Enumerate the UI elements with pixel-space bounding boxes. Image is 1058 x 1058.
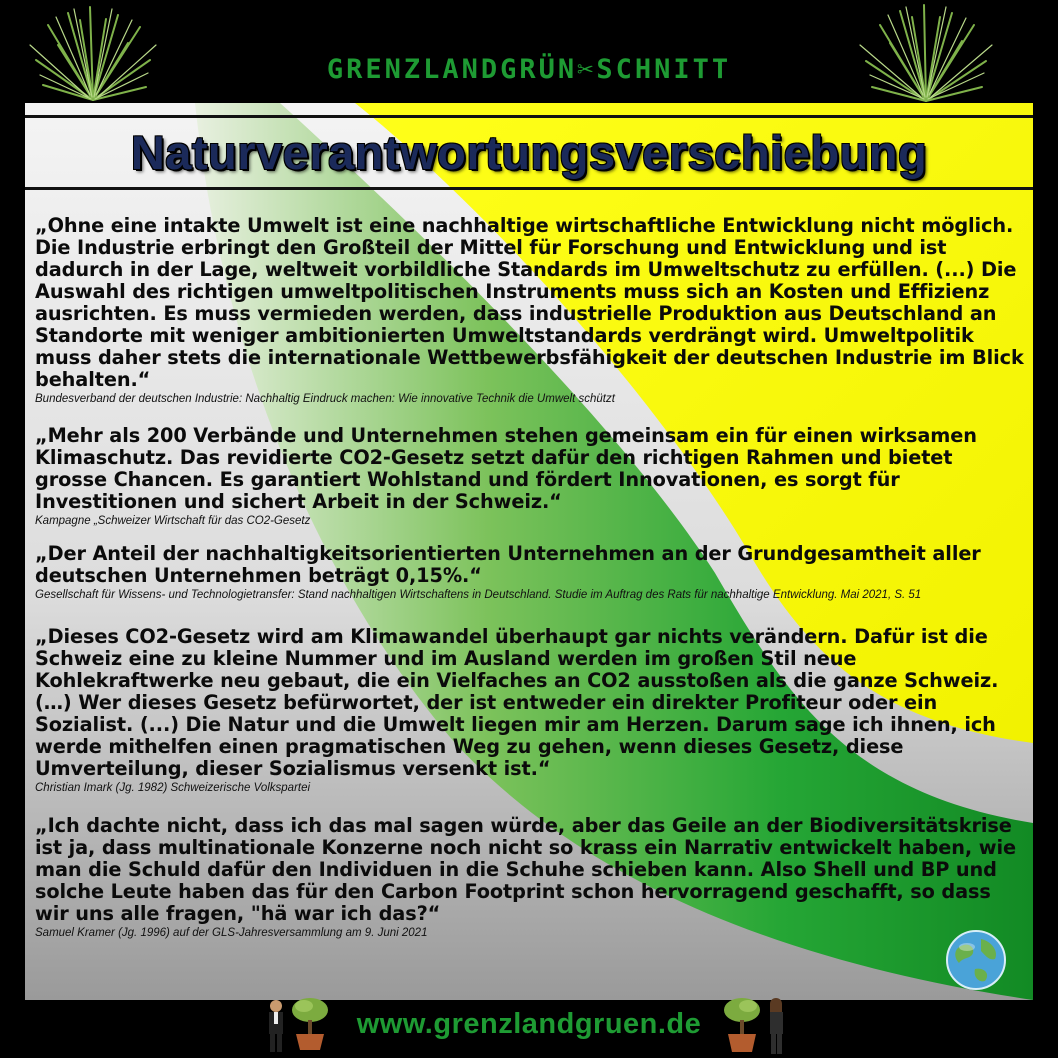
quote-text: „Ich dachte nicht, dass ich das mal sagen würde, aber das Geile an der Biodiversitätskrise ist ja, dass multinationale Konzerne noch nicht so krass ein Narrativ entwickelt haben, wie man die Schuld dafür den Individuen in die Schuhe schieben kann. Also Shell und BP und solche Leute haben das für den Carbon Footprint schon hervorragend geschafft, so dass wir uns alle fragen, "hä war ich das?“ — [35, 814, 1016, 925]
quote-source: Kampagne „Schweizer Wirtschaft für das CO2-Gesetz — [35, 515, 311, 527]
quote-text: „Mehr als 200 Verbände und Unternehmen stehen gemeinsam ein für einen wirksamen Klimaschutz. Das revidierte CO2-Gesetz setzt dafür den richtigen Rahmen und bietet grosse Chancen. Es garantiert Wohlstand und fördert Innovationen, es sorgt für Investitionen und sichert Arbeit in der Schweiz.“ — [35, 424, 977, 513]
page-title: Naturverantwortungsverschiebung — [130, 126, 928, 179]
quote-source: Bundesverband der deutschen Industrie: Nachhaltig Eindruck machen: Wie innovative Technik die Umwelt schützt — [35, 393, 615, 405]
website-link[interactable]: www.grenzlandgruen.de — [356, 1008, 702, 1040]
quote-block-1 — [35, 215, 1025, 405]
quote-block-4 — [35, 626, 1025, 794]
quote-source: Christian Imark (Jg. 1982) Schweizerische Volkspartei — [35, 782, 311, 794]
content-panel — [25, 103, 1033, 1000]
quote-block-5 — [35, 815, 1025, 939]
quote-text: „Ohne eine intakte Umwelt ist eine nachhaltige wirtschaftliche Entwicklung nicht möglich. Die Industrie erbringt den Großteil der Mittel für Forschung und Entwicklung und ist dadurch in der Lage, weltweit vorbildliche Standards im Umweltschutz zu erfüllen. (...) Die Auswahl des richtigen umweltpolitischen Instruments muss sich an Kosten und Effizienz ausrichten. Es muss vermieden werden, dass industrielle Produktion aus Deutschland an Standorte mit weniger ambitionierten Umweltstandards verdrängt wird. Umweltpolitik muss daher stets die internationale Wettbewerbsfähigkeit der deutschen Industrie im Blick behalten.“ — [35, 214, 1024, 391]
quote-block-2 — [35, 425, 1025, 527]
brand-heading: GRENZLANDGRÜN✂SCHNITT — [326, 54, 732, 85]
globe-icon — [945, 929, 1007, 991]
quote-source: Samuel Kramer (Jg. 1996) auf der GLS-Jahresversammlung am 9. Juni 2021 — [35, 927, 428, 939]
quote-source: Gesellschaft für Wissens- und Technologietransfer: Stand nachhaltigen Wirtschaftens in Deutschland. Studie im Auftrag des Rats für nachhaltige Entwicklung. Mai 2021, S. 51 — [35, 589, 922, 601]
quote-text: „Der Anteil der nachhaltigkeitsorientierten Unternehmen an der Grundgesamtheit aller deutschen Unternehmen beträgt 0,15%.“ — [35, 542, 981, 587]
quote-text: „Dieses CO2-Gesetz wird am Klimawandel überhaupt gar nichts verändern. Dafür ist die Schweiz eine zu kleine Nummer und im Ausland werden im großen Stil neue Kohlekraftwerke neu gebaut, die ein Vielfaches an CO2 ausstoßen als die ganze Schweiz. (…) Wer dieses Gesetz befürwortet, der ist entweder ein direkter Profiteur oder ein Sozialist. (...) Die Natur und die Umwelt liegen mir am Herzen. Darum sage ich ihnen, ich werde mithelfen einen pragmatischen Weg zu gehen, wenn dieses Gesetz, diese Umverteilung, dieser Sozialismus versenkt ist.“ — [35, 625, 999, 780]
quote-block-3 — [35, 543, 1025, 601]
